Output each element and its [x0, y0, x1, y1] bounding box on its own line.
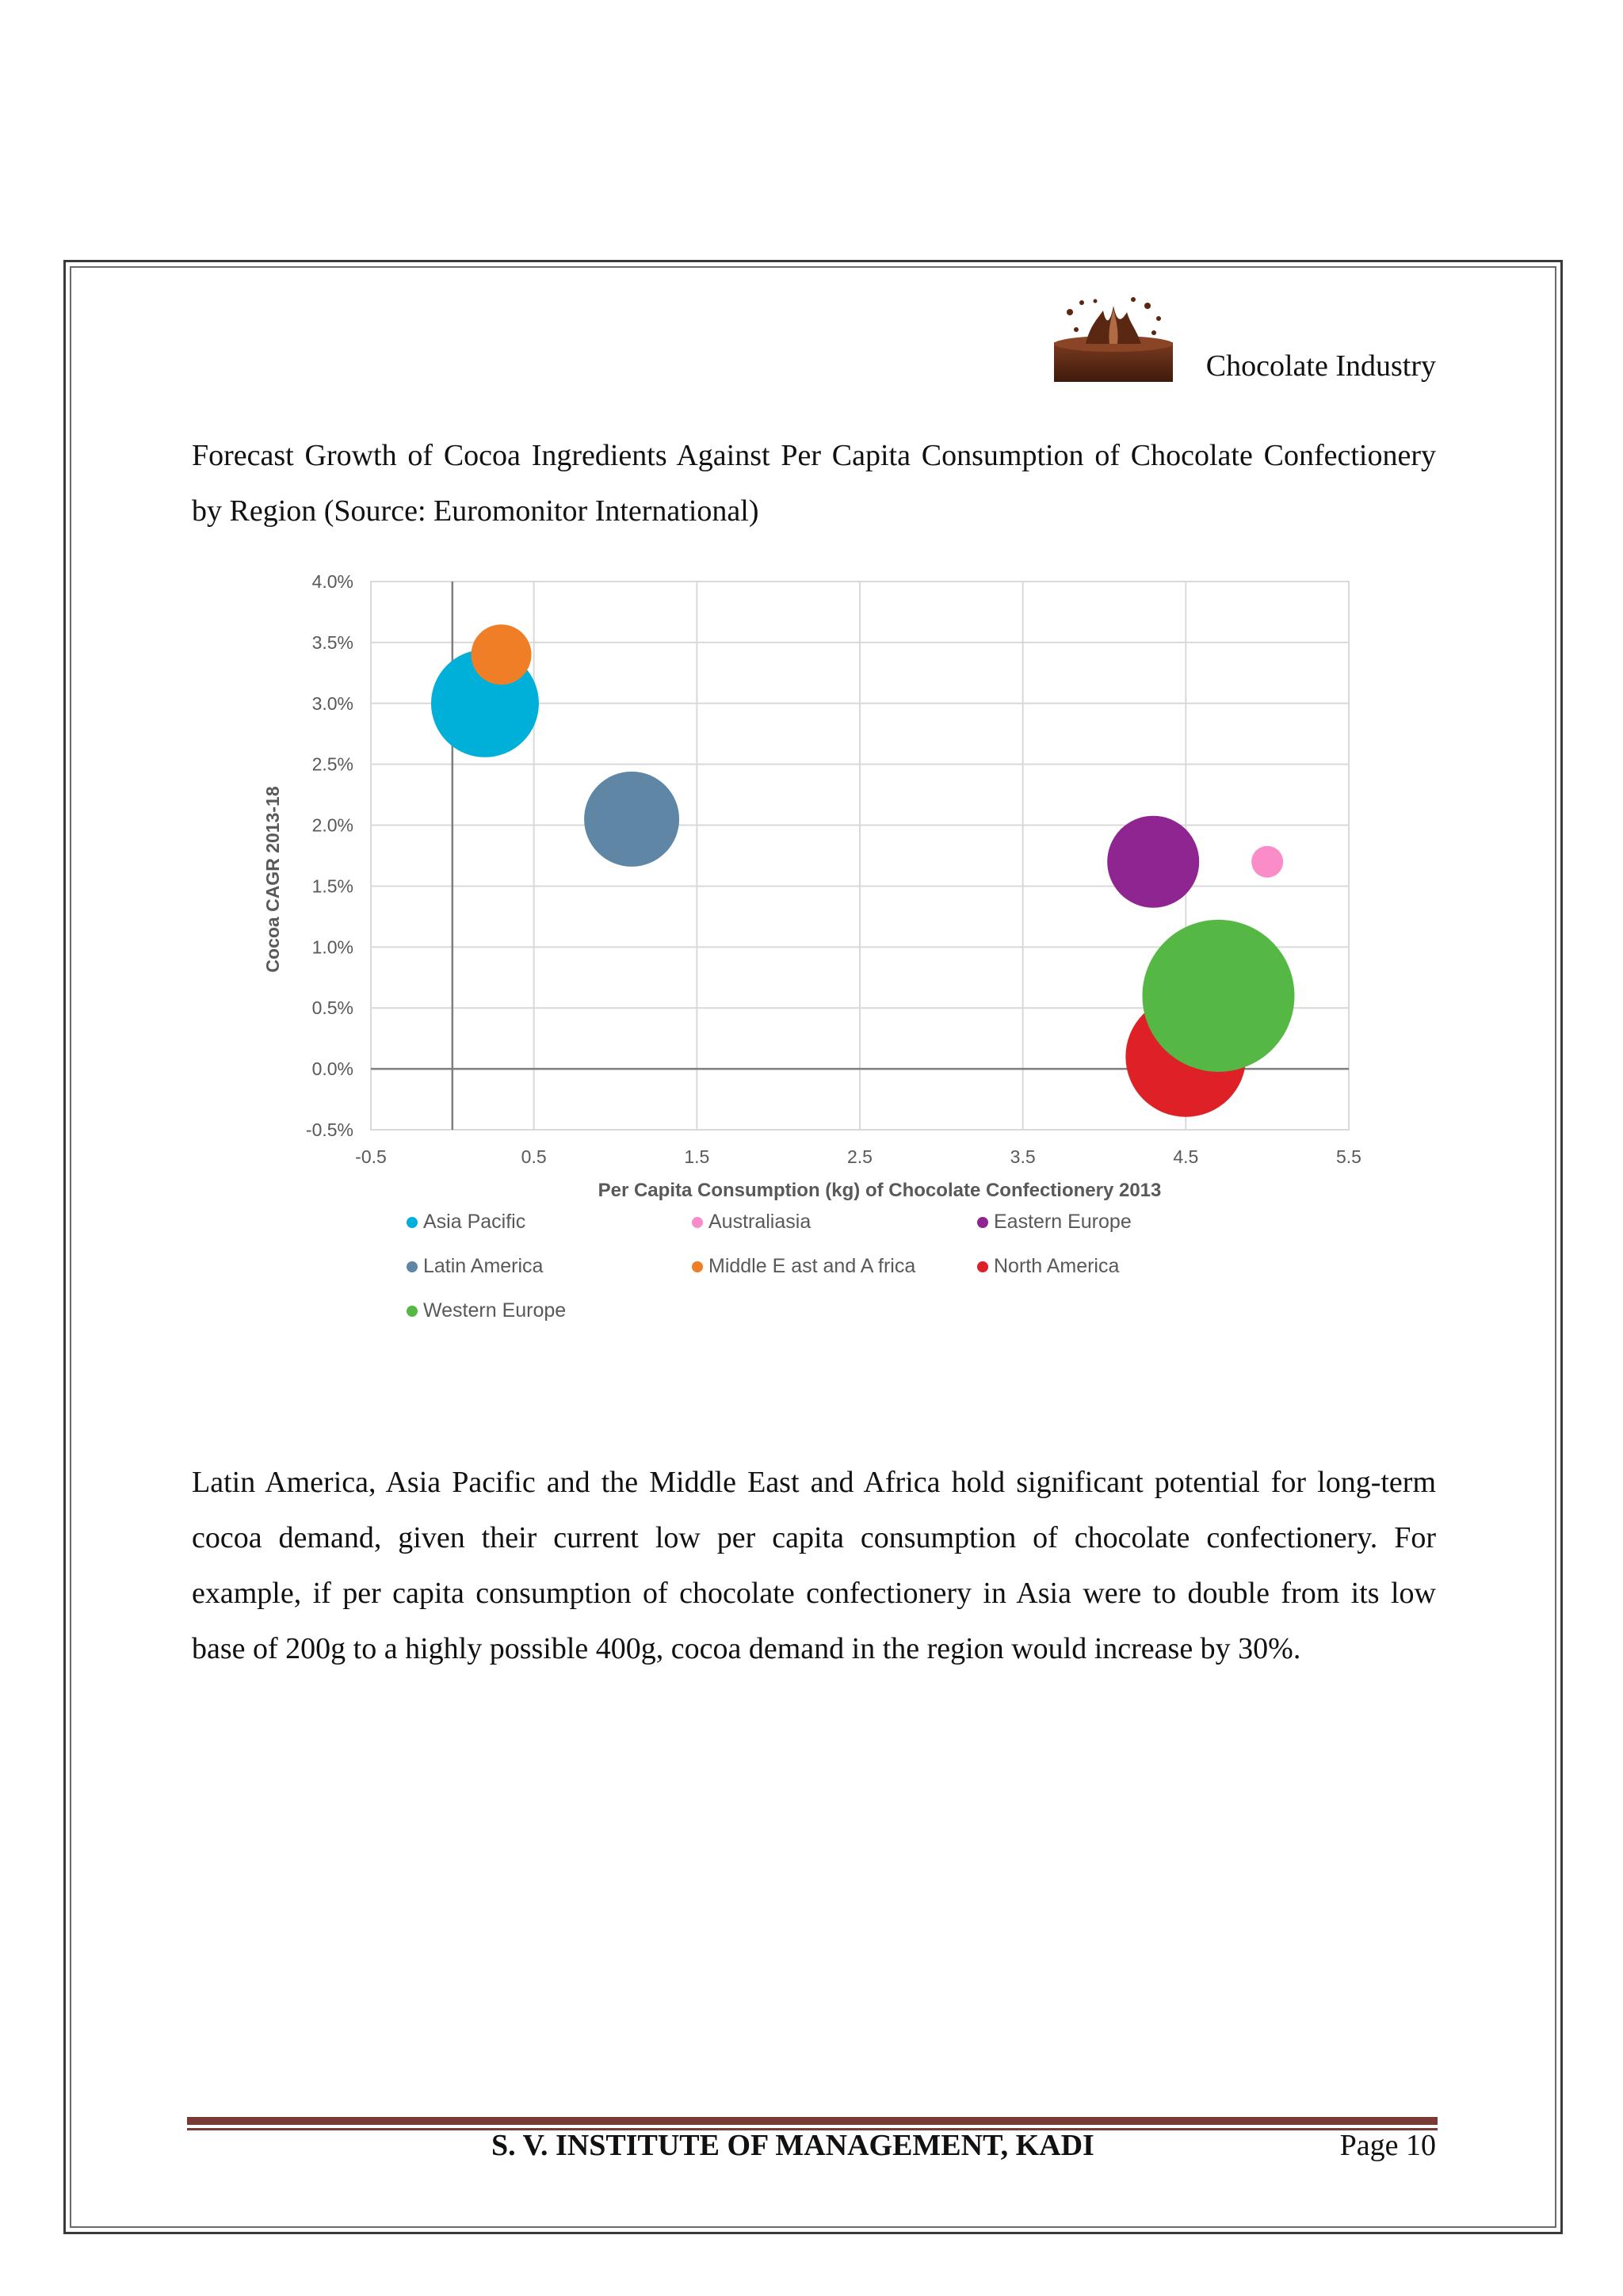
bubble — [584, 772, 679, 867]
chart-legend — [407, 1211, 1132, 1322]
header-title: Chocolate Industry — [1205, 349, 1436, 383]
legend-marker — [692, 1261, 703, 1272]
y-tick-label: 2.0% — [311, 814, 353, 836]
chart-bubbles — [431, 624, 1295, 1116]
legend-label: Middle E ast and A frica — [708, 1255, 916, 1277]
legend-label: Latin America — [423, 1255, 544, 1277]
x-tick-label: 0.5 — [521, 1146, 547, 1167]
x-tick-label: 2.5 — [847, 1146, 873, 1167]
legend-label: Eastern Europe — [994, 1211, 1132, 1233]
x-tick-label: 5.5 — [1336, 1146, 1361, 1167]
y-tick-label: 3.0% — [311, 692, 353, 714]
page-number: Page 10 — [1339, 2129, 1436, 2162]
chocolate-splash-logo — [1054, 295, 1173, 382]
legend-label: Asia Pacific — [423, 1211, 526, 1233]
legend-marker — [977, 1261, 988, 1272]
bubble — [1251, 846, 1283, 878]
y-tick-label: 1.5% — [311, 875, 353, 897]
y-tick-label: -0.5% — [305, 1119, 353, 1140]
legend-label: Australiasia — [708, 1211, 812, 1233]
legend-label: North America — [994, 1255, 1120, 1277]
legend-marker — [407, 1217, 418, 1228]
y-tick-label: 1.0% — [311, 936, 353, 958]
y-tick-label: 0.5% — [311, 997, 353, 1019]
body-paragraph: Latin America, Asia Pacific and the Middle East and Africa hold significant potential for long-term cocoa demand, given their current low per capita consumption of chocolate confectionery. For example, if per capita consumption of chocolate confectionery in Asia were to double from its low base of 200g to a highly possible 400g, cocoa demand in the region would increase by 30%. — [192, 1466, 1436, 1665]
footer-institute: S. V. INSTITUTE OF MANAGEMENT, KADI — [491, 2129, 1094, 2162]
legend-marker — [407, 1306, 418, 1317]
figure-caption: Forecast Growth of Cocoa Ingredients Against Per Capita Consumption of Chocolate Confectionery by Region (Source: Euromonitor International) — [192, 439, 1436, 528]
x-tick-label: -0.5 — [355, 1146, 387, 1167]
legend-marker — [977, 1217, 988, 1228]
y-tick-label: 2.5% — [311, 753, 353, 775]
x-tick-labels — [355, 1146, 1361, 1167]
bubble — [1107, 816, 1199, 908]
x-tick-label: 3.5 — [1010, 1146, 1036, 1167]
bubble — [1142, 920, 1294, 1072]
x-tick-label: 4.5 — [1173, 1146, 1199, 1167]
footer-rule — [187, 2117, 1438, 2125]
bubble-chart — [254, 555, 1379, 1347]
legend-label: Western Europe — [423, 1299, 567, 1322]
y-tick-label: 4.0% — [311, 571, 353, 592]
y-tick-label: 0.0% — [311, 1058, 353, 1080]
y-tick-label: 3.5% — [311, 631, 353, 653]
legend-marker — [692, 1217, 703, 1228]
y-tick-labels — [306, 571, 353, 1140]
legend-marker — [407, 1261, 418, 1272]
x-tick-label: 1.5 — [684, 1146, 710, 1167]
y-axis-label: Cocoa CAGR 2013-18 — [262, 786, 283, 973]
bubble — [472, 624, 532, 685]
x-axis-label: Per Capita Consumption (kg) of Chocolate Confectionery 2013 — [598, 1180, 1162, 1201]
